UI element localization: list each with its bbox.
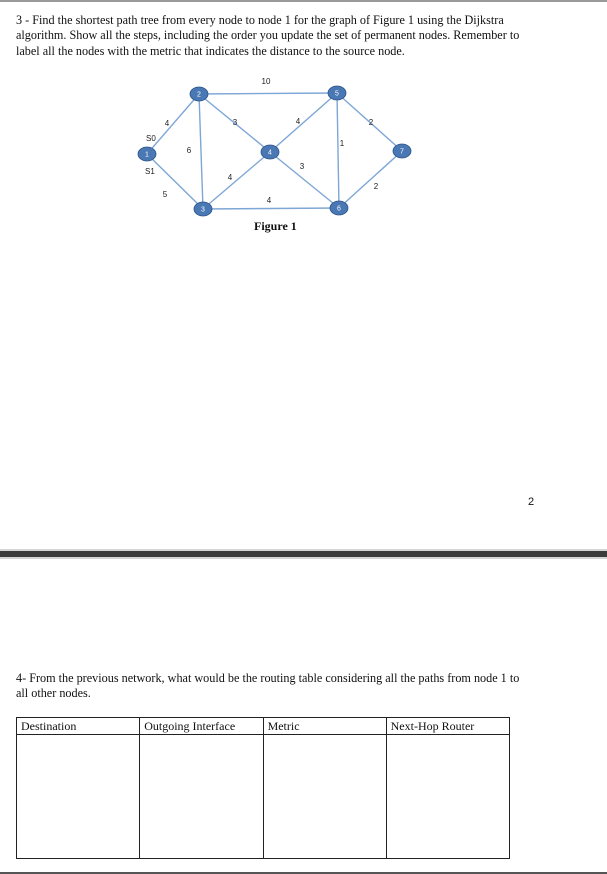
network-graph [120, 72, 420, 222]
node-label-1: 1 [145, 151, 149, 159]
node-label-6: 6 [337, 205, 341, 213]
node-label-5: 5 [335, 90, 339, 98]
node-label-7: 7 [400, 148, 404, 156]
edge-1-2 [147, 91, 201, 154]
edge-weight-3-6: 4 [266, 196, 272, 205]
edge-weight-2-3: 6 [186, 146, 192, 155]
next-hop-router-answer-cell[interactable] [386, 735, 509, 859]
header-destination: Destination [17, 718, 140, 735]
edge-weight-2-4: 3 [232, 118, 238, 127]
routing-table-header-row [17, 718, 510, 735]
edge-weight-1-3: 5 [162, 190, 168, 199]
edge-6-7 [339, 148, 404, 208]
header-next-hop-router: Next-Hop Router [386, 718, 509, 735]
edge-weight-5-6: 1 [339, 139, 345, 148]
page-break [0, 549, 607, 559]
port-label-s1: S1 [145, 167, 155, 176]
edge-weight-4-6: 3 [299, 162, 305, 171]
question-4-text: 4- From the previous network, what would be the routing table considering all the paths from node 1 to all other nodes. [16, 671, 520, 701]
edge-weight-1-2: 4 [164, 119, 170, 128]
port-label-s0: S0 [146, 134, 156, 143]
edge-4-5 [270, 90, 339, 152]
destination-answer-cell[interactable] [17, 735, 140, 859]
header-outgoing-interface: Outgoing Interface [140, 718, 263, 735]
node-label-4: 4 [268, 149, 272, 157]
edge-5-6 [335, 90, 339, 208]
edge-4-6 [268, 149, 339, 208]
edge-weight-5-7: 2 [368, 118, 374, 127]
edge-weight-6-7: 2 [373, 182, 379, 191]
edge-weight-3-4: 4 [227, 173, 233, 182]
page-number: 2 [528, 496, 535, 508]
figure-caption: Figure 1 [254, 219, 297, 233]
edge-weight-4-5: 4 [295, 117, 301, 126]
edge-1-3 [145, 151, 203, 209]
edge-2-3 [197, 91, 203, 209]
edge-2-5 [199, 93, 337, 94]
node-label-2: 2 [197, 91, 201, 99]
edge-3-6 [203, 208, 339, 209]
edge-3-4 [203, 149, 272, 209]
outgoing-interface-answer-cell[interactable] [140, 735, 263, 859]
node-label-3: 3 [201, 206, 205, 214]
routing-table [16, 717, 510, 859]
header-metric: Metric [263, 718, 386, 735]
question-3-text: 3 - Find the shortest path tree from every node to node 1 for the graph of Figure 1 using the Dijkstra algorithm. Show all the steps, including the order you update the set of permanent nodes. Remember to label all the nodes with the metric that indicates the distance to the source node. [16, 13, 520, 58]
edge-weight-2-5: 10 [261, 77, 271, 86]
metric-answer-cell[interactable] [263, 735, 386, 859]
routing-table-answer-row [17, 735, 510, 859]
page-top-rule [0, 0, 607, 2]
